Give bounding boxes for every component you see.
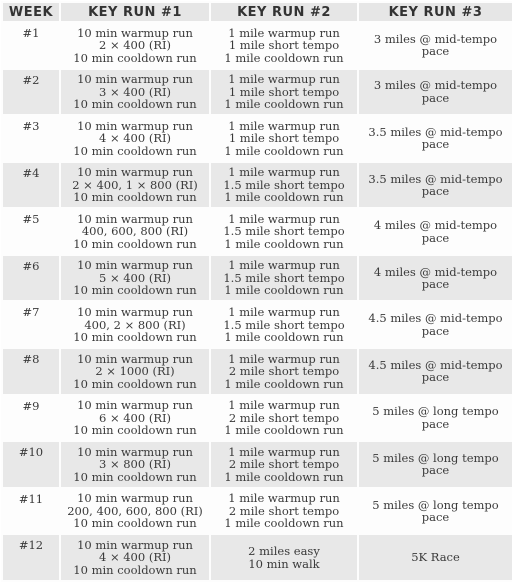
key-run-3-cell-line: 5 miles @ long tempo <box>372 404 499 419</box>
key-run-2-cell-line: 1 mile warmup run <box>228 258 340 273</box>
week-cell: #11 <box>3 489 59 534</box>
key-run-2-cell-line: 1 mile warmup run <box>228 491 340 506</box>
key-run-1-cell <box>61 70 209 115</box>
key-run-2-cell-line: 1 mile cooldown run <box>224 376 344 391</box>
week-cell: #5 <box>3 209 59 254</box>
key-run-3-cell-line: 3 miles @ mid-tempo <box>373 78 498 93</box>
table-row <box>3 442 512 487</box>
key-run-1-cell <box>61 489 209 534</box>
key-run-1-cell <box>61 535 209 580</box>
key-run-2-cell-line: 2 mile short tempo <box>228 457 340 472</box>
training-plan-table <box>1 1 513 582</box>
key-run-3-cell <box>359 396 512 441</box>
key-run-3-cell-line: 4.5 miles @ mid-tempo <box>368 357 503 372</box>
key-run-2-cell <box>211 70 357 115</box>
key-run-1-cell-line: 4 × 400 (RI) <box>98 550 172 565</box>
key-run-2-cell <box>211 489 357 534</box>
table-row <box>3 163 512 208</box>
key-run-3-cell <box>359 23 512 68</box>
table-row <box>3 116 512 161</box>
key-run-1-cell-line: 10 min warmup run <box>77 118 193 133</box>
key-run-2-cell-line: 1 mile warmup run <box>228 444 340 459</box>
key-run-3-cell <box>359 442 512 487</box>
key-run-1-cell-line: 10 min cooldown run <box>73 97 197 112</box>
key-run-2-cell <box>211 442 357 487</box>
key-run-1-cell-line: 10 min warmup run <box>77 351 193 366</box>
key-run-1-cell-line: 400, 600, 800 (RI) <box>81 224 189 239</box>
key-run-2-cell-line: 1 mile cooldown run <box>224 469 344 484</box>
key-run-1-cell-line: 10 min warmup run <box>77 211 193 226</box>
key-run-3-cell-line: pace <box>421 230 450 245</box>
week-cell: #3 <box>3 116 59 161</box>
key-run-2-cell-line: 2 miles easy <box>248 544 320 559</box>
key-run-1-cell-line: 10 min cooldown run <box>73 50 197 65</box>
key-run-1-cell-line: 10 min warmup run <box>77 537 193 552</box>
key-run-2-cell <box>211 302 357 347</box>
table-row <box>3 302 512 347</box>
key-run-3-cell <box>359 256 512 301</box>
table-row <box>3 349 512 394</box>
header-key-run-1: KEY RUN #1 <box>61 3 209 21</box>
key-run-2-cell <box>211 163 357 208</box>
key-run-1-cell-line: 400, 2 × 800 (RI) <box>84 317 186 332</box>
week-cell: #2 <box>3 70 59 115</box>
key-run-3-cell-line: pace <box>421 463 450 478</box>
key-run-2-cell-line: 2 mile short tempo <box>228 364 340 379</box>
key-run-3-cell-line: 5 miles @ long tempo <box>372 497 499 512</box>
header-row <box>3 3 512 21</box>
key-run-1-cell <box>61 396 209 441</box>
key-run-1-cell-line: 10 min warmup run <box>77 398 193 413</box>
key-run-3-cell-line: 5K Race <box>411 550 460 565</box>
key-run-3-cell <box>359 302 512 347</box>
week-cell: #9 <box>3 396 59 441</box>
key-run-1-cell <box>61 209 209 254</box>
key-run-3-cell-line: pace <box>421 416 450 431</box>
week-cell: #10 <box>3 442 59 487</box>
key-run-3-cell-line: 4 miles @ mid-tempo <box>373 218 498 233</box>
key-run-1-cell-line: 10 min warmup run <box>77 305 193 319</box>
key-run-1-cell-line: 10 min cooldown run <box>73 423 197 438</box>
key-run-2-cell-line: 1 mile warmup run <box>228 118 340 133</box>
key-run-1-cell <box>61 302 209 347</box>
key-run-1-cell-line: 4 × 400 (RI) <box>98 131 172 146</box>
key-run-1-cell <box>61 23 209 68</box>
key-run-2-cell-line: 10 min walk <box>248 556 320 571</box>
header-key-run-2: KEY RUN #2 <box>211 3 357 21</box>
table-body <box>3 23 512 580</box>
key-run-2-cell-line: 1.5 mile short tempo <box>223 177 345 192</box>
key-run-2-cell-line: 1 mile cooldown run <box>224 143 344 158</box>
key-run-2-cell-line: 1 mile cooldown run <box>224 423 344 438</box>
key-run-3-cell <box>359 349 512 394</box>
key-run-2-cell-line: 1.5 mile short tempo <box>223 270 345 285</box>
key-run-1-cell-line: 3 × 800 (RI) <box>98 457 172 472</box>
key-run-2-cell <box>211 116 357 161</box>
key-run-1-cell-line: 10 min warmup run <box>77 491 193 506</box>
key-run-1-cell-line: 10 min cooldown run <box>73 376 197 391</box>
table-row <box>3 23 512 68</box>
key-run-1-cell <box>61 349 209 394</box>
key-run-2-cell-line: 2 mile short tempo <box>228 410 340 425</box>
table-row <box>3 489 512 534</box>
table-row <box>3 256 512 301</box>
key-run-3-cell-line: pace <box>421 510 450 525</box>
key-run-2-cell-line: 1.5 mile short tempo <box>223 317 345 332</box>
key-run-2-cell <box>211 349 357 394</box>
key-run-2-cell <box>211 396 357 441</box>
key-run-3-cell <box>359 535 512 580</box>
week-cell: #6 <box>3 256 59 301</box>
key-run-2-cell <box>211 256 357 301</box>
key-run-1-cell-line: 10 min cooldown run <box>73 330 197 344</box>
key-run-3-cell-line: pace <box>421 277 450 292</box>
key-run-3-cell <box>359 209 512 254</box>
key-run-2-cell-line: 1 mile cooldown run <box>224 516 344 531</box>
key-run-1-cell-line: 10 min cooldown run <box>73 469 197 484</box>
key-run-1-cell <box>61 116 209 161</box>
key-run-3-cell-line: pace <box>421 44 450 59</box>
key-run-3-cell-line: 4 miles @ mid-tempo <box>373 264 498 279</box>
key-run-3-cell-line: 3.5 miles @ mid-tempo <box>368 171 503 186</box>
week-cell: #4 <box>3 163 59 208</box>
key-run-2-cell-line: 1.5 mile short tempo <box>223 224 345 239</box>
key-run-1-cell-line: 10 min cooldown run <box>73 190 197 205</box>
key-run-1-cell-line: 10 min cooldown run <box>73 236 197 251</box>
key-run-2-cell-line: 1 mile short tempo <box>228 38 340 53</box>
key-run-2-cell-line: 1 mile warmup run <box>228 351 340 366</box>
key-run-1-cell-line: 2 × 1000 (RI) <box>95 364 175 379</box>
key-run-2-cell-line: 1 mile warmup run <box>228 165 340 180</box>
key-run-3-cell-line: 3 miles @ mid-tempo <box>373 31 498 46</box>
key-run-3-cell-line: pace <box>421 137 450 152</box>
key-run-1-cell-line: 10 min cooldown run <box>73 516 197 531</box>
key-run-2-cell-line: 1 mile short tempo <box>228 131 340 146</box>
key-run-2-cell-line: 1 mile warmup run <box>228 25 340 40</box>
key-run-2-cell-line: 1 mile cooldown run <box>224 190 344 205</box>
key-run-2-cell-line: 1 mile cooldown run <box>224 236 344 251</box>
key-run-2-cell-line: 1 mile cooldown run <box>224 50 344 65</box>
key-run-1-cell-line: 10 min warmup run <box>77 258 193 273</box>
key-run-1-cell <box>61 163 209 208</box>
key-run-1-cell-line: 10 min warmup run <box>77 444 193 459</box>
key-run-2-cell-line: 1 mile warmup run <box>228 398 340 413</box>
key-run-2-cell-line: 1 mile cooldown run <box>224 97 344 112</box>
table-row <box>3 70 512 115</box>
key-run-1-cell-line: 10 min warmup run <box>77 25 193 40</box>
key-run-2-cell-line: 1 mile warmup run <box>228 305 340 319</box>
key-run-2-cell <box>211 535 357 580</box>
key-run-3-cell-line: 3.5 miles @ mid-tempo <box>368 124 503 139</box>
table-row <box>3 209 512 254</box>
key-run-2-cell <box>211 23 357 68</box>
key-run-2-cell-line: 1 mile warmup run <box>228 211 340 226</box>
key-run-1-cell <box>61 442 209 487</box>
key-run-3-cell-line: 4.5 miles @ mid-tempo <box>368 311 503 326</box>
key-run-1-cell-line: 10 min cooldown run <box>73 143 197 158</box>
training-plan-page <box>1 1 512 582</box>
key-run-3-cell-line: 5 miles @ long tempo <box>372 450 499 465</box>
key-run-1-cell-line: 10 min cooldown run <box>73 562 197 577</box>
key-run-3-cell-line: pace <box>421 184 450 199</box>
key-run-1-cell-line: 3 × 400 (RI) <box>98 84 172 99</box>
key-run-1-cell-line: 2 × 400, 1 × 800 (RI) <box>72 177 198 192</box>
week-cell: #7 <box>3 302 59 347</box>
key-run-3-cell <box>359 116 512 161</box>
header-week: WEEK <box>3 3 59 21</box>
key-run-1-cell-line: 2 × 400 (RI) <box>98 38 172 53</box>
key-run-1-cell-line: 10 min warmup run <box>77 72 193 87</box>
key-run-1-cell-line: 10 min cooldown run <box>73 283 197 298</box>
key-run-3-cell-line: pace <box>421 370 450 385</box>
key-run-2-cell-line: 1 mile cooldown run <box>224 330 344 344</box>
header-key-run-3: KEY RUN #3 <box>359 3 512 21</box>
key-run-3-cell <box>359 70 512 115</box>
key-run-1-cell-line: 10 min warmup run <box>77 165 193 180</box>
key-run-3-cell <box>359 489 512 534</box>
week-cell: #12 <box>3 535 59 580</box>
key-run-1-cell-line: 6 × 400 (RI) <box>98 410 172 425</box>
key-run-3-cell-line: pace <box>421 90 450 105</box>
key-run-1-cell-line: 200, 400, 600, 800 (RI) <box>67 503 203 518</box>
key-run-3-cell-line: pace <box>421 323 450 338</box>
key-run-2-cell-line: 1 mile cooldown run <box>224 283 344 298</box>
table-row <box>3 396 512 441</box>
key-run-2-cell <box>211 209 357 254</box>
table-row <box>3 535 512 580</box>
key-run-1-cell-line: 5 × 400 (RI) <box>98 270 172 285</box>
key-run-3-cell <box>359 163 512 208</box>
week-cell: #1 <box>3 23 59 68</box>
key-run-1-cell <box>61 256 209 301</box>
key-run-2-cell-line: 1 mile warmup run <box>228 72 340 87</box>
key-run-2-cell-line: 2 mile short tempo <box>228 503 340 518</box>
key-run-2-cell-line: 1 mile short tempo <box>228 84 340 99</box>
week-cell: #8 <box>3 349 59 394</box>
